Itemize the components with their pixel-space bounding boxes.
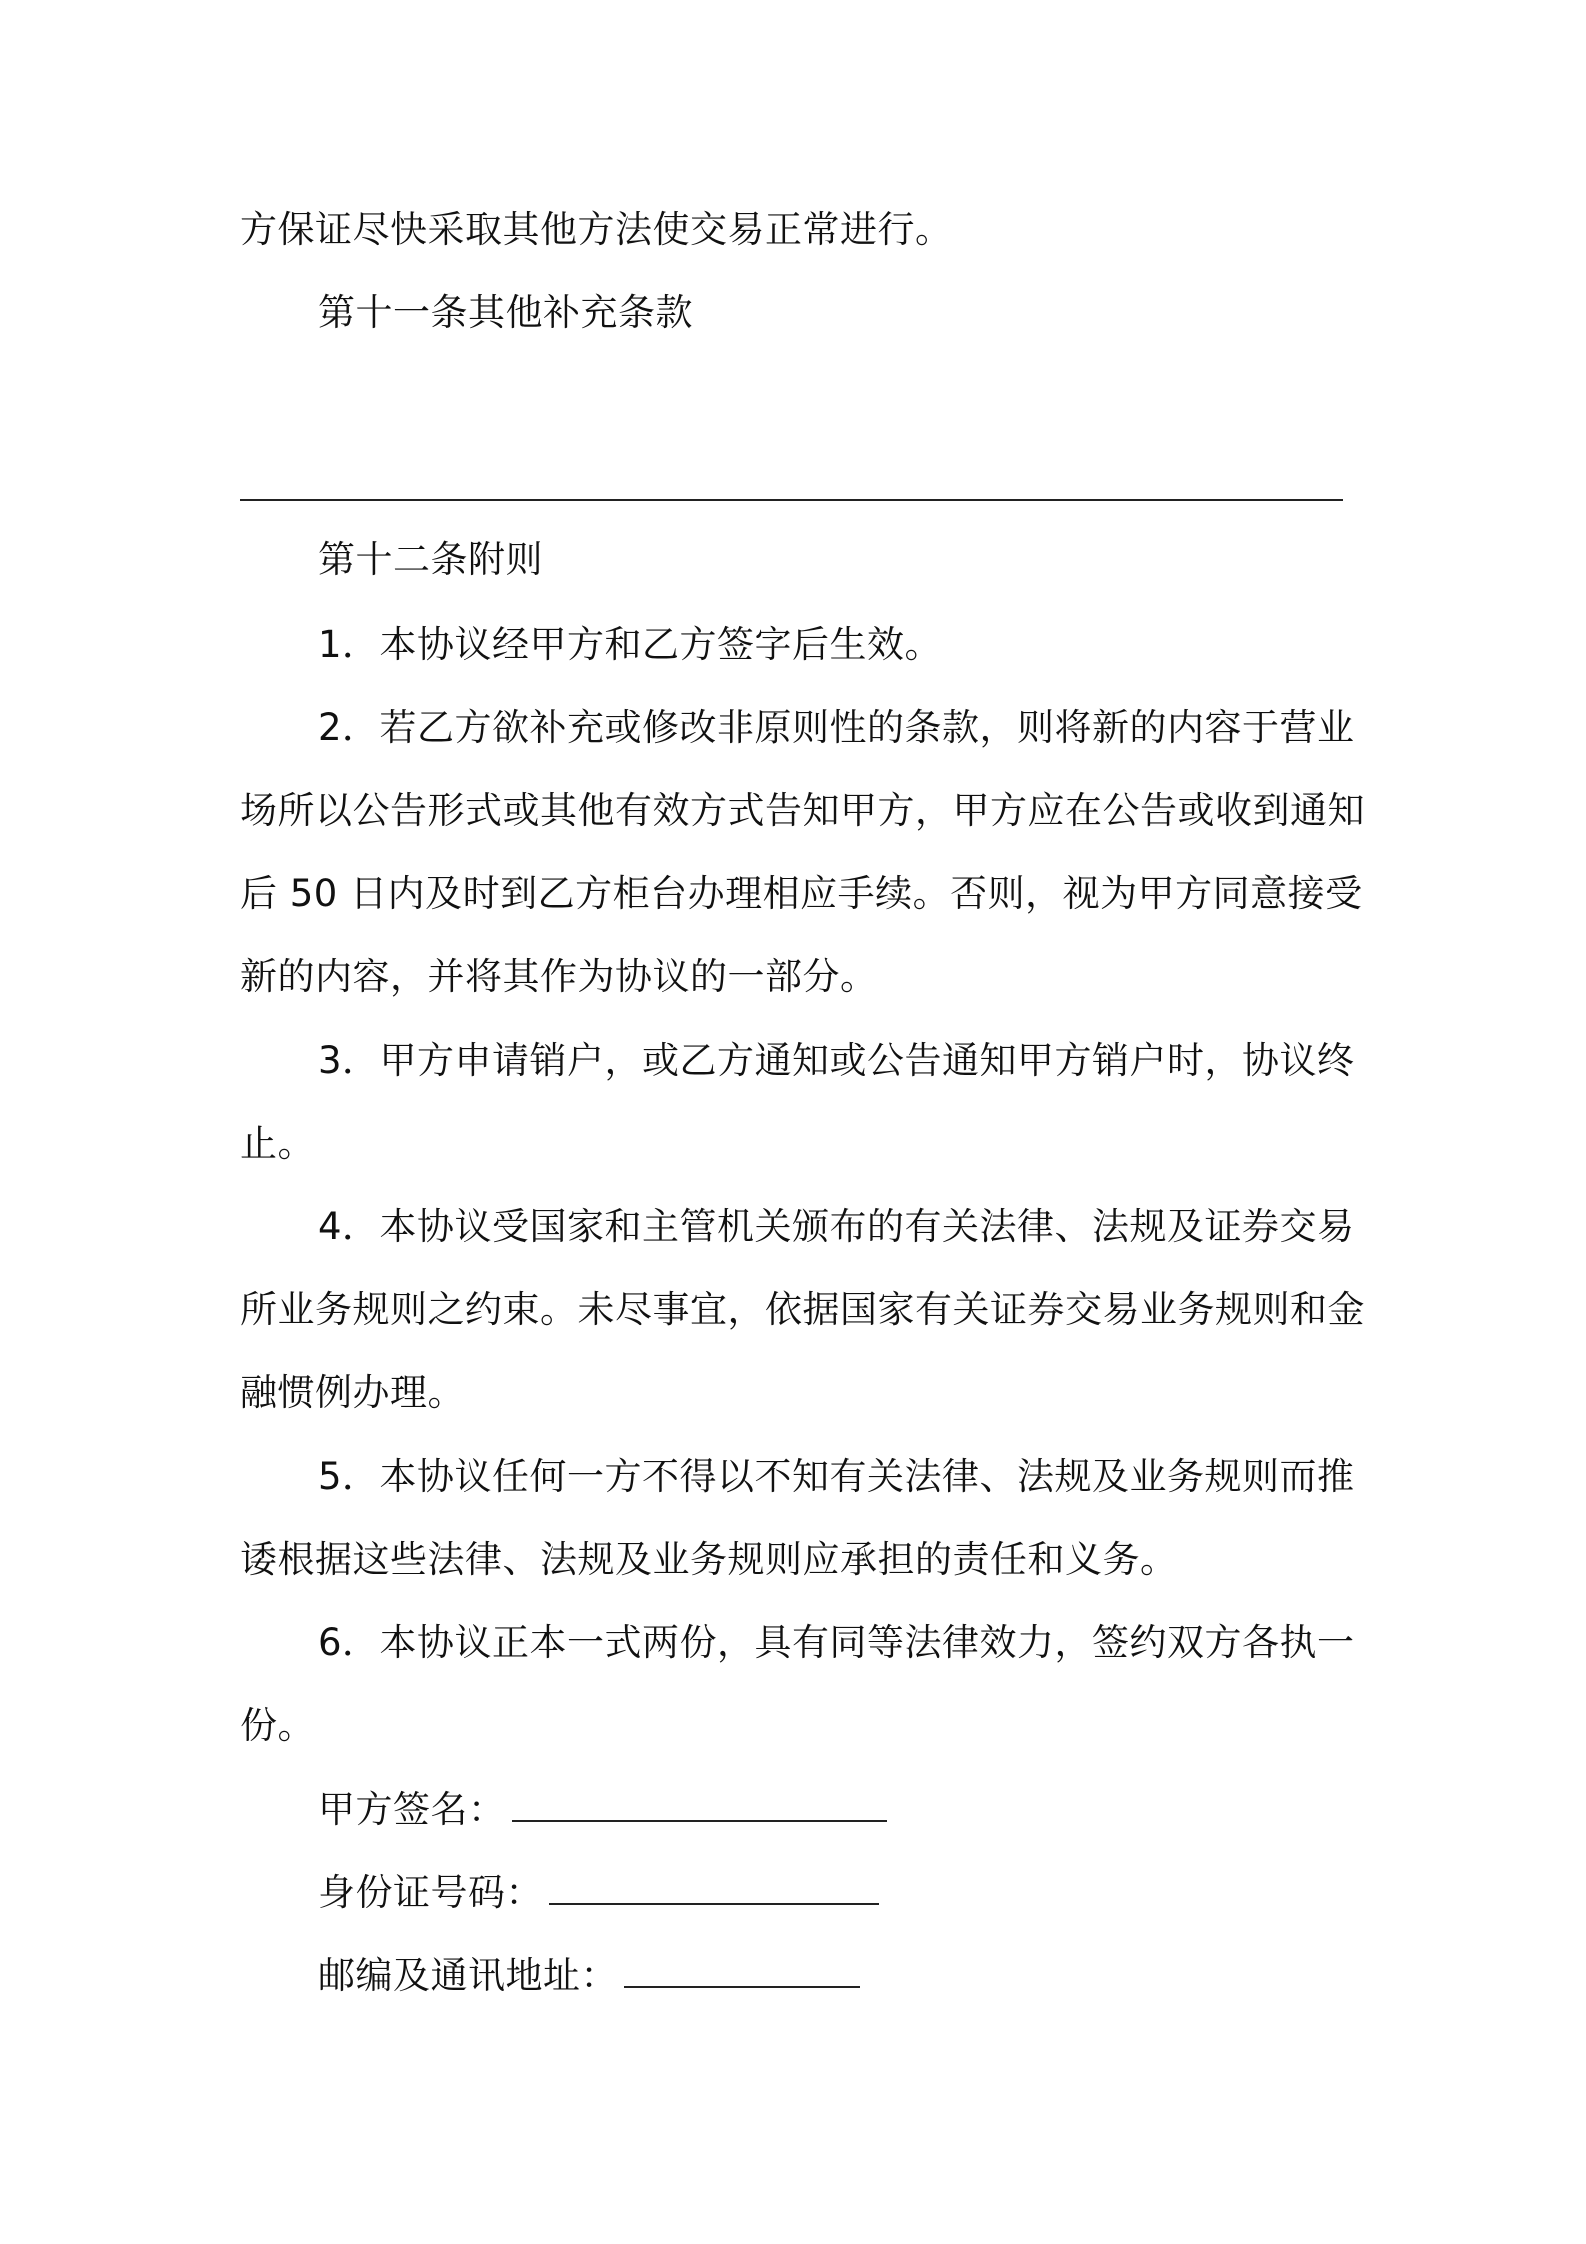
address-field[interactable] [624, 1952, 860, 1988]
id-number-field[interactable] [549, 1869, 879, 1905]
article-12-heading: 第十二条附则 [318, 538, 543, 581]
clause-2-line-2: 场所以公告形式或其他有效方式告知甲方，甲方应在公告或收到通知 [240, 789, 1365, 832]
clause-6-line-2: 份。 [240, 1704, 315, 1747]
party-a-signature-field[interactable] [512, 1786, 887, 1822]
clause-2-line-1: 2．若乙方欲补充或修改非原则性的条款，则将新的内容于营业 [318, 706, 1355, 749]
clause-3-line-2: 止。 [240, 1122, 315, 1165]
article-11-heading: 第十一条其他补充条款 [318, 291, 693, 334]
supplementary-terms-blank-line [240, 499, 1343, 501]
id-number-row [318, 1868, 1438, 1918]
clause-5-line-1: 5．本协议任何一方不得以不知有关法律、法规及业务规则而推 [318, 1455, 1355, 1498]
clause-2-line-3: 后 50 日内及时到乙方柜台办理相应手续。否则，视为甲方同意接受 [240, 872, 1363, 915]
id-number-label: 身份证号码： [318, 1871, 543, 1914]
clause-6-line-1: 6．本协议正本一式两份，具有同等法律效力，签约双方各执一 [318, 1621, 1355, 1664]
continuation-text: 方保证尽快采取其他方法使交易正常进行。 [240, 208, 953, 251]
address-label: 邮编及通讯地址： [318, 1954, 618, 1997]
clause-4-line-1: 4．本协议受国家和主管机关颁布的有关法律、法规及证券交易 [318, 1205, 1355, 1248]
party-a-signature-row [318, 1785, 1438, 1835]
clause-4-line-3: 融惯例办理。 [240, 1371, 465, 1414]
clause-3-line-1: 3．甲方申请销户，或乙方通知或公告通知甲方销户时，协议终 [318, 1039, 1355, 1082]
clause-4-line-2: 所业务规则之约束。未尽事宜，依据国家有关证券交易业务规则和金 [240, 1288, 1365, 1331]
clause-5-line-2: 诿根据这些法律、法规及业务规则应承担的责任和义务。 [240, 1538, 1178, 1581]
address-row [318, 1951, 1438, 2001]
party-a-signature-label: 甲方签名： [318, 1788, 506, 1831]
clause-1-line-1: 1．本协议经甲方和乙方签字后生效。 [318, 623, 943, 666]
clause-2-line-4: 新的内容，并将其作为协议的一部分。 [240, 955, 878, 998]
